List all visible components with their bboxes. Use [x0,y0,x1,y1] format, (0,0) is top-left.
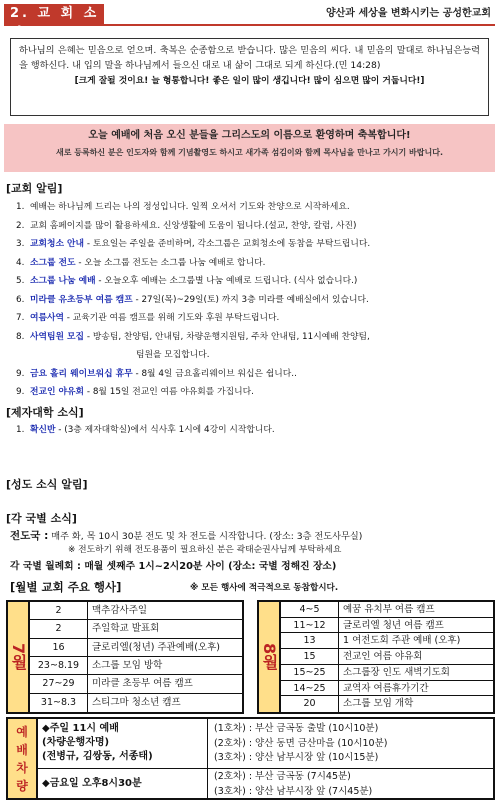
item-highlight: 소그룹 나눔 예배 [30,276,96,286]
item-number: 9. [16,387,25,397]
list-item [16,202,491,221]
bus-routes [208,719,493,798]
item-highlight: 전교인 야유회 [30,387,85,397]
section-title: 2. 교 회 소 식 [4,4,104,24]
sunday-title: ◆주일 11시 예배 [42,723,119,734]
schedule-row [30,675,242,693]
schedule-row [281,633,493,649]
sunday-route: (1호차) : 부산 금곡동 출발 (10시10분) [214,723,379,734]
schedule-event: 스티그마 청소년 캠프 [92,696,181,708]
item-number: 8. [16,331,25,342]
list-item [16,425,491,444]
evangelism-text: 매주 화, 목 10시 30분 전도 및 차 전도를 시작합니다. (장소: 3층 전도사무실) [51,531,363,542]
schedule-event: 소그룹장 인도 새벽기도회 [343,666,450,678]
schedule-row [30,639,242,657]
schedule-row [281,665,493,681]
sunday-sub-2: (전병규, 김쌍동, 서종태) [42,751,153,762]
schedule-row [30,694,242,712]
schedule-event: 1 여전도회 주관 예배 (오후) [343,635,461,647]
schedule-date: 11~12 [281,618,339,633]
item-highlight: 미라클 유초등부 여름 캠프 [30,294,133,305]
discipleship-list [16,425,491,444]
august-table [257,600,495,714]
schedule-date: 15~25 [281,665,339,680]
page-header [4,4,495,41]
friday-route: (3호차) : 양산 남부시장 앞 (7시45분) [214,785,373,797]
schedule-event: 소그룹 모임 개학 [343,698,414,710]
verse-box [10,38,489,116]
sunday-route: (2호차) : 양산 동면 금산마을 (10시10분) [214,737,388,749]
notices-title: [교회 알림] [6,182,63,195]
schedule-date: 20 [281,696,339,712]
friday-service [38,769,207,800]
item-text: - 27일(목)~29일(토) 까지 3층 미라클 예배실에서 있습니다. [132,294,369,305]
schedule-event: 글로리엘 청년 여름 캠프 [343,619,444,631]
bus-schedule [6,717,495,800]
list-item [16,387,491,406]
schedule-row [30,602,242,620]
item-text: - 교육기관 여름 캠프를 위해 기도와 후원 부탁드립니다. [64,313,280,323]
discipleship-title: [제자대학 소식] [6,406,84,419]
list-item [16,276,491,295]
church-slogan: 양산과 세상을 변화시키는 공성한교회 [325,8,491,19]
item-text: - 토요일는 주일을 준비하며, 각소그룹은 교회청소에 동참을 부탁드립니다. [84,239,371,249]
sunday-service [38,719,207,769]
july-month-label: 7월 [8,602,30,712]
schedule-row [281,649,493,665]
mission-title: [각 국별 소식] [6,512,77,525]
schedule-date: 2 [30,602,88,619]
evangelism-note: ※ 전도하기 위해 전도용품이 필요하신 분은 곽태순권사님께 부탁하세요 [68,545,342,555]
item-highlight: 교회청소 안내 [30,239,85,249]
schedule-event: 주일학교 발표회 [92,623,160,635]
schedule-event: 예꿈 유치부 여름 캠프 [343,604,435,615]
item-number: 6. [16,294,25,305]
bus-label-char: 예 [16,724,28,739]
item-number: 2. [16,220,25,231]
item-number: 9. [16,368,25,379]
bus-label-char: 차 [16,760,28,775]
schedule-date: 13 [281,633,339,648]
item-text: - 8월 4일 금요홀리웨이브 워십은 쉽니다.. [132,368,297,379]
august-month-label: 8월 [259,602,281,712]
item-text: - 8월 15일 전교인 여름 야유회를 가집니다. [84,387,254,397]
item-text: - (3층 제자대학실)에서 식사후 1시에 4강이 시작합니다. [55,425,275,435]
sunday-sub-1: (차량운행자명) [42,737,110,748]
schedule-event: 소그룹 모임 방학 [92,660,163,671]
schedule-event: 교역자 여름휴가기간 [343,682,429,694]
schedule-row [30,657,242,675]
item-text: - 오늘오후 예배는 소그룹별 나눔 예배로 드립니다. (식사 없습니다.) [95,276,358,286]
item-number: 5. [16,276,25,286]
welcome-line-1: 오늘 예배에 처음 오신 분들을 그리스도의 이름으로 환영하며 축복합니다! [88,130,411,141]
schedule-row [281,602,493,618]
notices-list [16,202,491,406]
schedule-event: 전교인 여름 야유회 [343,651,423,663]
schedule-date: 2 [30,620,88,637]
schedule-row [281,681,493,697]
sunday-route: (3호차) : 양산 남부시장 앞 (10시15분) [214,752,379,763]
schedule-event: 맥추감사주일 [92,605,148,616]
list-item [16,313,491,332]
schedule-event: 미라클 초등부 여름 캠프 [92,678,193,690]
schedule-date: 27~29 [30,675,88,692]
item-text: - 오늘 소그룹 전도는 소그룹 나눔 예배로 합니다. [75,257,266,268]
list-item [16,258,491,277]
item-number: 4. [16,257,25,268]
item-highlight: 확신반 [30,425,56,435]
bus-schedule-label [8,719,38,798]
schedule-date: 14~25 [281,681,339,696]
schedule-row [30,620,242,638]
monthly-meeting: 각 국별 월례회 : 매월 셋째주 1시~2시20분 사이 (장소: 국별 정해진 장소) [10,561,337,572]
item-number: 1. [16,425,25,435]
item-number: 7. [16,313,25,323]
schedule-date: 23~8.19 [30,657,88,674]
verse-declaration: [크게 잘될 것이요! 늘 형통합니다! 좋은 일이 많이 생깁니다! 많이 심으면 많이 거둡니다!] [74,76,425,86]
bus-label-char: 배 [16,742,28,757]
item-highlight: 여름사역 [30,313,64,323]
schedule-note: ※ 모든 행사에 적극적으로 동참합시다. [190,583,339,593]
item-number: 1. [16,202,25,212]
schedule-date: 4~5 [281,602,339,617]
july-table [6,600,244,714]
item-number: 3. [16,239,25,249]
welcome-line-2: 새로 등록하신 분은 인도자와 함께 기념촬영도 하시고 새가족 섬김이와 함께 목사님을 만나고 가시기 바랍니다. [55,147,443,157]
item-text: 팀원을 모집합니다. [136,350,210,360]
schedule-date: 31~8.3 [30,694,88,712]
welcome-banner [4,124,495,172]
schedule-row [281,618,493,634]
list-item [16,221,491,240]
bus-label-char: 량 [16,778,28,793]
list-item [16,239,491,258]
friday-route: (2호차) : 부산 금곡동 (7시45분) [214,771,351,782]
schedule-date: 15 [281,649,339,664]
item-text: - 방송팀, 찬양팀, 안내팀, 차량운행지원팀, 주차 안내팀, 11시예배 찬양팀, [84,331,370,342]
list-item [16,332,491,351]
members-title: [성도 소식 알림] [6,478,88,491]
verse-text: 하나님의 은혜는 믿음으로 얻으며. 축복은 순종함으로 받습니다. 많은 믿음의 씨다. 내 믿음의 말대로 하나님은능력을 행하신다. 내 입의 말을 하나님께서 들으신 대로 내 삶이 그대로 되게 하신다.(민 14:28) [19,45,480,71]
schedule-event: 글로리엘(청년) 주관예배(오후) [92,641,220,653]
item-highlight: 금요 홀리 웨이브워십 휴무 [30,368,133,379]
list-item [16,295,491,314]
schedule-date: 16 [30,639,88,656]
item-highlight: 사역팀원 모집 [30,331,85,342]
evangelism-line [10,530,362,543]
evangelism-label: 전도국 : [10,530,49,542]
list-item [16,369,491,388]
list-item [16,350,491,369]
bus-services [38,719,208,798]
friday-routes [208,769,493,800]
schedule-title: [월별 교회 주요 행사] [10,580,122,594]
friday-title: ◆금요일 오후8시30분 [42,778,142,789]
item-text: 교회 홈페이지를 많이 활용하세요. 신앙생활에 도움이 됩니다.(설교, 찬양, 칼럼, 사진) [30,220,357,231]
sunday-routes [208,719,493,769]
schedule-row [281,696,493,712]
item-text: 예배는 하나님께 드리는 나의 정성입니다. 일찍 오셔서 기도와 찬양으로 시작하세요. [30,202,350,212]
item-highlight: 소그룹 전도 [30,257,76,268]
